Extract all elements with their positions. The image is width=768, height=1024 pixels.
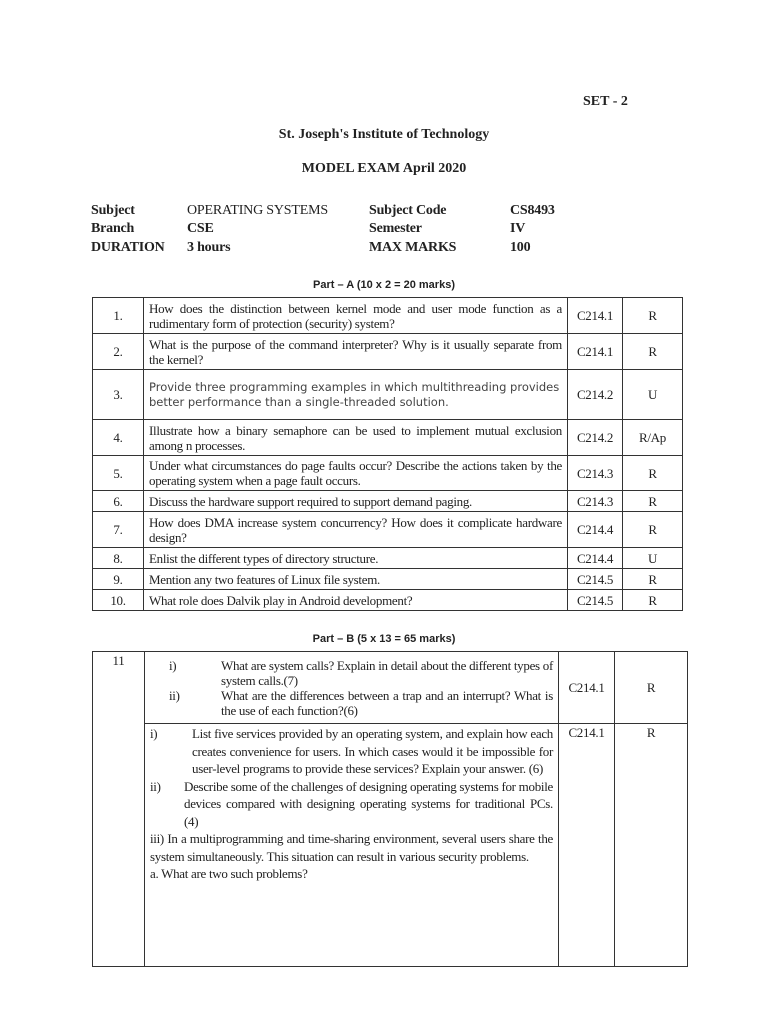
course-outcome: C214.3 (568, 491, 623, 512)
table-row (93, 420, 683, 456)
question-number: 11 (93, 652, 145, 967)
set-number: SET - 2 (583, 94, 628, 109)
meta-label: MAX MARKS (369, 240, 457, 255)
meta-value: OPERATING SYSTEMS (187, 203, 328, 218)
question-text: Discuss the hardware support required to support demand paging. (144, 491, 568, 512)
question-text: What role does Dalvik play in Android development? (144, 590, 568, 611)
table-row (93, 548, 683, 569)
question-text (145, 724, 559, 967)
meta-label: DURATION (91, 240, 165, 255)
question-number: 5. (93, 456, 144, 491)
sub-label: i) (150, 726, 158, 741)
bloom-level: U (623, 370, 683, 420)
course-outcome: C214.5 (568, 569, 623, 590)
question-number: 7. (93, 512, 144, 548)
bloom-level: R (615, 724, 688, 967)
question-text: How does DMA increase system concurrency? How does it complicate hardware design? (144, 512, 568, 548)
course-outcome: C214.2 (568, 420, 623, 456)
course-outcome: C214.3 (568, 456, 623, 491)
question-number: 4. (93, 420, 144, 456)
bloom-level: R (623, 569, 683, 590)
question-number: 9. (93, 569, 144, 590)
bloom-level: R (623, 512, 683, 548)
question-text: Illustrate how a binary semaphore can be used to implement mutual exclusion among n processes. (144, 420, 568, 456)
question-line: Provide three programming examples in which multithreading provides (149, 379, 560, 394)
sub-label: ii) (150, 778, 161, 794)
sub-question: What are system calls? Explain in detail about the different types of system calls.(7) (221, 657, 553, 688)
meta-label: Subject (91, 203, 135, 218)
course-outcome: C214.1 (559, 724, 615, 967)
question-text: How does the distinction between kernel mode and user mode function as a rudimentary form of protection (security) system? (144, 298, 568, 334)
question-number: 2. (93, 334, 144, 370)
bloom-level: R/Ap (623, 420, 683, 456)
course-outcome: C214.5 (568, 590, 623, 611)
table-row (93, 491, 683, 512)
bloom-level: R (623, 590, 683, 611)
question-text: What is the purpose of the command interpreter? Why is it usually separate from the kernel? (144, 334, 568, 370)
institute-name: St. Joseph's Institute of Technology (278, 127, 490, 142)
meta-value: IV (510, 221, 526, 236)
sub-question: iii) In a multiprogramming and time-sharing environment, several users share the system simultaneously. This situation can result in various security problems. (150, 831, 553, 864)
course-outcome: C214.4 (568, 512, 623, 548)
bloom-level: R (623, 334, 683, 370)
sub-label: i) (169, 657, 177, 673)
table-row (93, 298, 683, 334)
meta-value: 100 (510, 240, 531, 255)
question-number: 8. (93, 548, 144, 569)
sub-question: a. What are two such problems? (150, 866, 308, 881)
bloom-level: R (615, 652, 688, 724)
table-row (93, 334, 683, 370)
course-outcome: C214.1 (568, 298, 623, 334)
table-row (93, 370, 683, 420)
question-text: Under what circumstances do page faults occur? Describe the actions taken by the operating system when a page fault occurs. (144, 456, 568, 491)
part-a-table (92, 297, 683, 611)
question-number: 10. (93, 590, 144, 611)
bloom-level: R (623, 298, 683, 334)
meta-label: Branch (91, 221, 135, 236)
bloom-level: U (623, 548, 683, 569)
course-outcome: C214.1 (559, 652, 615, 724)
course-outcome: C214.2 (568, 370, 623, 420)
part-a-title: Part – A (10 x 2 = 20 marks) (313, 279, 455, 291)
table-row (93, 724, 688, 967)
table-row (93, 590, 683, 611)
bloom-level: R (623, 491, 683, 512)
part-b-title: Part – B (5 x 13 = 65 marks) (312, 633, 456, 645)
sub-question: Describe some of the challenges of designing operating systems for mobile devices compared with designing operating systems for traditional PCs. (4) (184, 778, 553, 829)
meta-label: Subject Code (369, 203, 447, 218)
question-text (144, 370, 568, 420)
question-text (145, 652, 559, 724)
table-row (93, 512, 683, 548)
meta-value: 3 hours (187, 240, 231, 255)
table-row (93, 456, 683, 491)
question-number: 6. (93, 491, 144, 512)
bloom-level: R (623, 456, 683, 491)
exam-title: MODEL EXAM April 2020 (301, 161, 467, 176)
question-number: 1. (93, 298, 144, 334)
meta-label: Semester (369, 221, 422, 236)
meta-value: CS8493 (510, 203, 555, 218)
question-text: Enlist the different types of directory structure. (144, 548, 568, 569)
question-text: Mention any two features of Linux file system. (144, 569, 568, 590)
table-row (93, 652, 688, 724)
table-row (93, 569, 683, 590)
sub-question: What are the differences between a trap and an interrupt? What is the use of each function?(6) (221, 687, 553, 718)
course-outcome: C214.4 (568, 548, 623, 569)
part-b-table (92, 651, 688, 967)
sub-label: ii) (169, 687, 180, 703)
course-outcome: C214.1 (568, 334, 623, 370)
question-number: 3. (93, 370, 144, 420)
question-line: better performance than a single-threaded solution. (149, 394, 449, 409)
meta-value: CSE (187, 221, 214, 236)
sub-question: List five services provided by an operating system, and explain how each creates convenience for users. In which cases would it be impossible for user-level programs to provide these services? Explain your answer. (6) (192, 726, 553, 776)
